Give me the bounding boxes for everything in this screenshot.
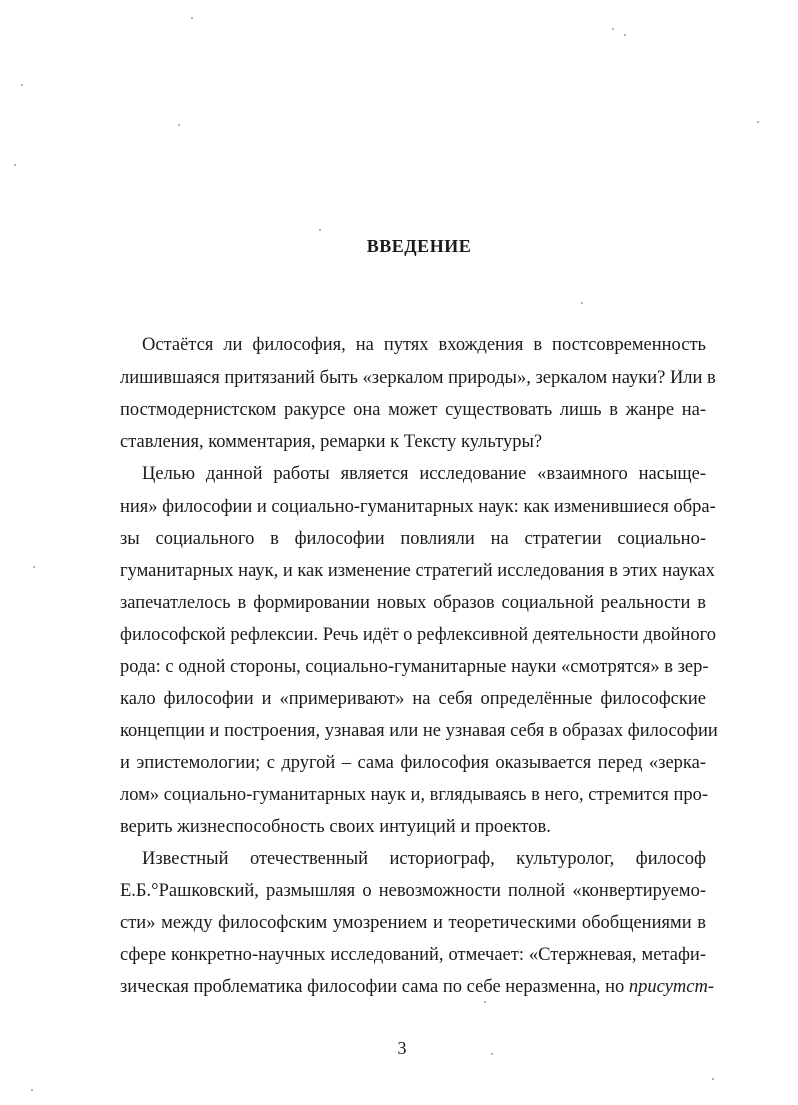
scan-speck xyxy=(191,17,193,19)
paragraph-3-line-1: Известный отечественный историограф, культуролог, философ xyxy=(142,849,706,869)
scan-speck xyxy=(21,84,23,86)
scan-speck xyxy=(319,229,321,231)
scan-speck xyxy=(484,1001,486,1003)
paragraph-3-line-2: Е.Б.°Рашковский, размышляя о невозможности полной «конвертируемо- xyxy=(120,881,706,901)
paragraph-2-line-12: верить жизнеспособность своих интуиций и проектов. xyxy=(120,817,551,837)
italic-emphasis: присутст- xyxy=(628,977,714,997)
paragraph-3-line-4: сфере конкретно-научных исследований, отмечает: «Стержневая, метафи- xyxy=(120,945,706,965)
paragraph-3-line-3: сти» между философским умозрением и теоретическими обобщениями в xyxy=(120,913,706,933)
paragraph-1-line-3: постмодернистском ракурсе она может существовать лишь в жанре на- xyxy=(120,400,706,420)
scan-speck xyxy=(14,164,16,166)
paragraph-1-line-1: Остаётся ли философия, на путях вхождения в постсовременность xyxy=(142,335,706,355)
paragraph-2-line-9: концепции и построения, узнавая или не узнавая себя в образах философии xyxy=(120,721,718,741)
paragraph-3-line-5 xyxy=(120,976,714,998)
paragraph-1-line-4: ставления, комментария, ремарки к Тексту культуры? xyxy=(120,432,543,452)
page-title: ВВЕДЕНИЕ xyxy=(366,236,472,256)
scan-speck xyxy=(581,302,583,304)
paragraph-2-line-10: и эпистемологии; с другой – сама философия оказывается перед «зерка- xyxy=(120,753,706,773)
scan-speck xyxy=(33,566,35,568)
scan-speck xyxy=(491,1053,493,1055)
paragraph-2-line-4: гуманитарных наук, и как изменение стратегий исследования в этих науках xyxy=(120,561,715,581)
scan-speck xyxy=(624,34,626,36)
scan-speck xyxy=(178,124,180,126)
paragraph-2-line-5: запечатлелось в формировании новых образов социальной реальности в xyxy=(120,593,706,613)
paragraph-2-line-11: лом» социально-гуманитарных наук и, вглядываясь в него, стремится про- xyxy=(120,785,709,805)
paragraph-3-line-5-text: зическая проблематика философии сама по себе неразменна, но xyxy=(120,977,629,997)
paragraph-2-line-6: философской рефлексии. Речь идёт о рефлексивной деятельности двойного xyxy=(120,625,716,645)
scan-speck xyxy=(757,121,759,123)
page-number: 3 xyxy=(397,1038,407,1058)
paragraph-2-line-1: Целью данной работы является исследование «взаимного насыще- xyxy=(142,464,706,484)
paragraph-2-line-8: кало философии и «примеривают» на себя определённые философские xyxy=(120,689,706,709)
paragraph-2-line-7: рода: с одной стороны, социально-гуманитарные науки «смотрятся» в зер- xyxy=(120,657,709,677)
paragraph-2-line-2: ния» философии и социально-гуманитарных наук: как изменившиеся обра- xyxy=(120,497,716,517)
paragraph-2-line-3: зы социального в философии повлияли на стратегии социально- xyxy=(120,529,706,549)
paragraph-1-line-2: лишившаяся притязаний быть «зеркалом природы», зеркалом науки? Или в xyxy=(120,368,716,388)
scan-speck xyxy=(31,1089,33,1091)
scan-speck xyxy=(712,1078,714,1080)
scan-speck xyxy=(612,28,614,30)
